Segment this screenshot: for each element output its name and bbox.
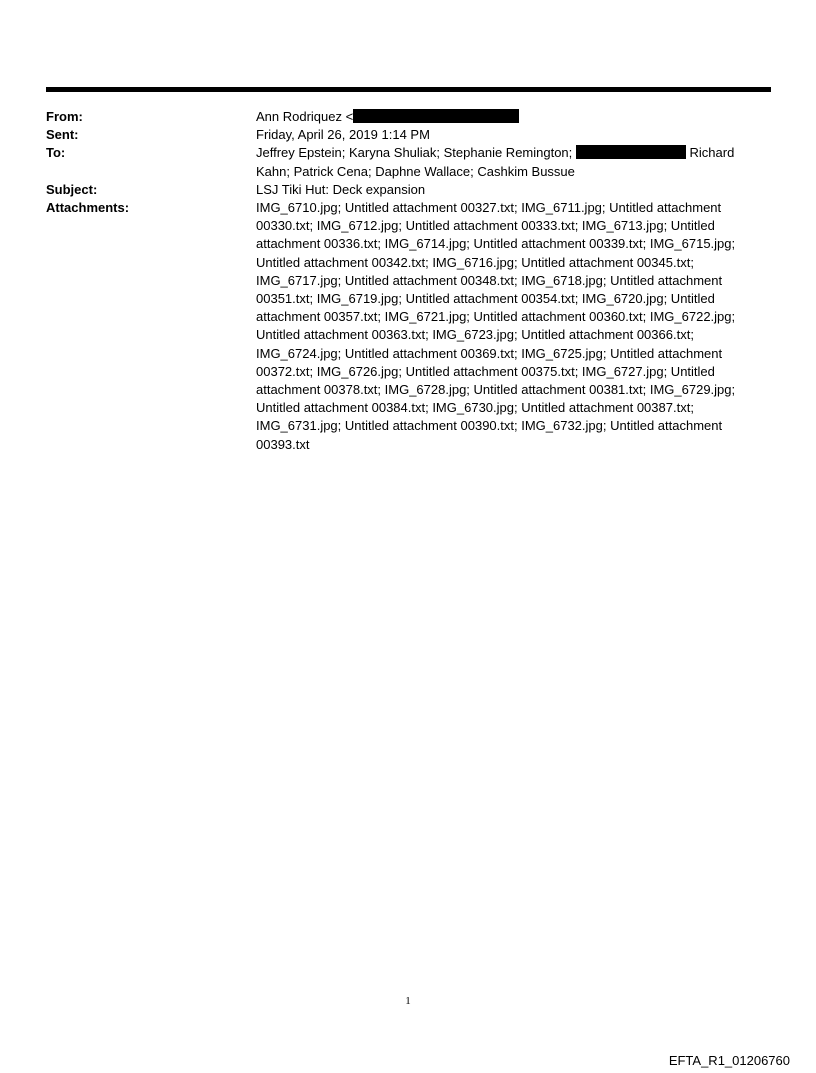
bates-number: EFTA_R1_01206760 (668, 1053, 790, 1068)
sent-value: Friday, April 26, 2019 1:14 PM (256, 127, 430, 143)
subject-row (46, 181, 771, 199)
attachments-row (46, 199, 771, 454)
to-label: To: (46, 145, 66, 161)
attachments-value: IMG_6710.jpg; Untitled attachment 00327.txt; IMG_6711.jpg; Untitled attachment 00330.txt; IMG_6712.jpg; Untitled attachment 00333.txt; IMG_6713.jpg; Untitled attachment 00336.txt; IMG_6714.jpg; Untitled attachment 00339.txt; IMG_6715.jpg; Untitled attachment 00342.txt; IMG_6716.jpg; Untitled attachment 00345.txt; IMG_6717.jpg; Untitled attachment 00348.txt; IMG_6718.jpg; Untitled attachment 00351.txt; IMG_6719.jpg; Untitled attachment 00354.txt; IMG_6720.jpg; Untitled attachment 00357.txt; IMG_6721.jpg; Untitled attachment 00360.txt; IMG_6722.jpg; Untitled attachment 00363.txt; IMG_6723.jpg; Untitled attachment 00366.txt; IMG_6724.jpg; Untitled attachment 00369.txt; IMG_6725.jpg; Untitled attachment 00372.txt; IMG_6726.jpg; Untitled attachment 00375.txt; IMG_6727.jpg; Untitled attachment 00378.txt; IMG_6728.jpg; Untitled attachment 00381.txt; IMG_6729.jpg; Untitled attachment 00384.txt; IMG_6730.jpg; Untitled attachment 00387.txt; IMG_6731.jpg; Untitled attachment 00390.txt; IMG_6732.jpg; Untitled attachment 00393.txt (256, 200, 736, 452)
to-recipients-part1: Jeffrey Epstein; Karyna Shuliak; Stephanie Remington; (256, 145, 573, 161)
to-row (46, 144, 771, 180)
subject-label: Subject: (46, 181, 98, 197)
from-name: Ann Rodriquez < (256, 109, 354, 124)
sent-row (46, 126, 771, 144)
to-value (256, 144, 771, 180)
from-value (256, 108, 771, 126)
sent-label: Sent: (46, 127, 79, 143)
attachments-label: Attachments: (46, 200, 130, 216)
subject-value: LSJ Tiki Hut: Deck expansion (256, 181, 426, 197)
from-label: From: (46, 109, 83, 124)
redaction-box (353, 109, 519, 123)
to-recipients-part2: Richard Kahn; Patrick Cena; Daphne Wallace; Cashkim Bussue (256, 145, 735, 179)
from-row (46, 108, 771, 126)
page-number: 1 (405, 995, 411, 1007)
redaction-box (576, 145, 686, 159)
email-header (46, 108, 771, 454)
header-rule (46, 87, 771, 92)
